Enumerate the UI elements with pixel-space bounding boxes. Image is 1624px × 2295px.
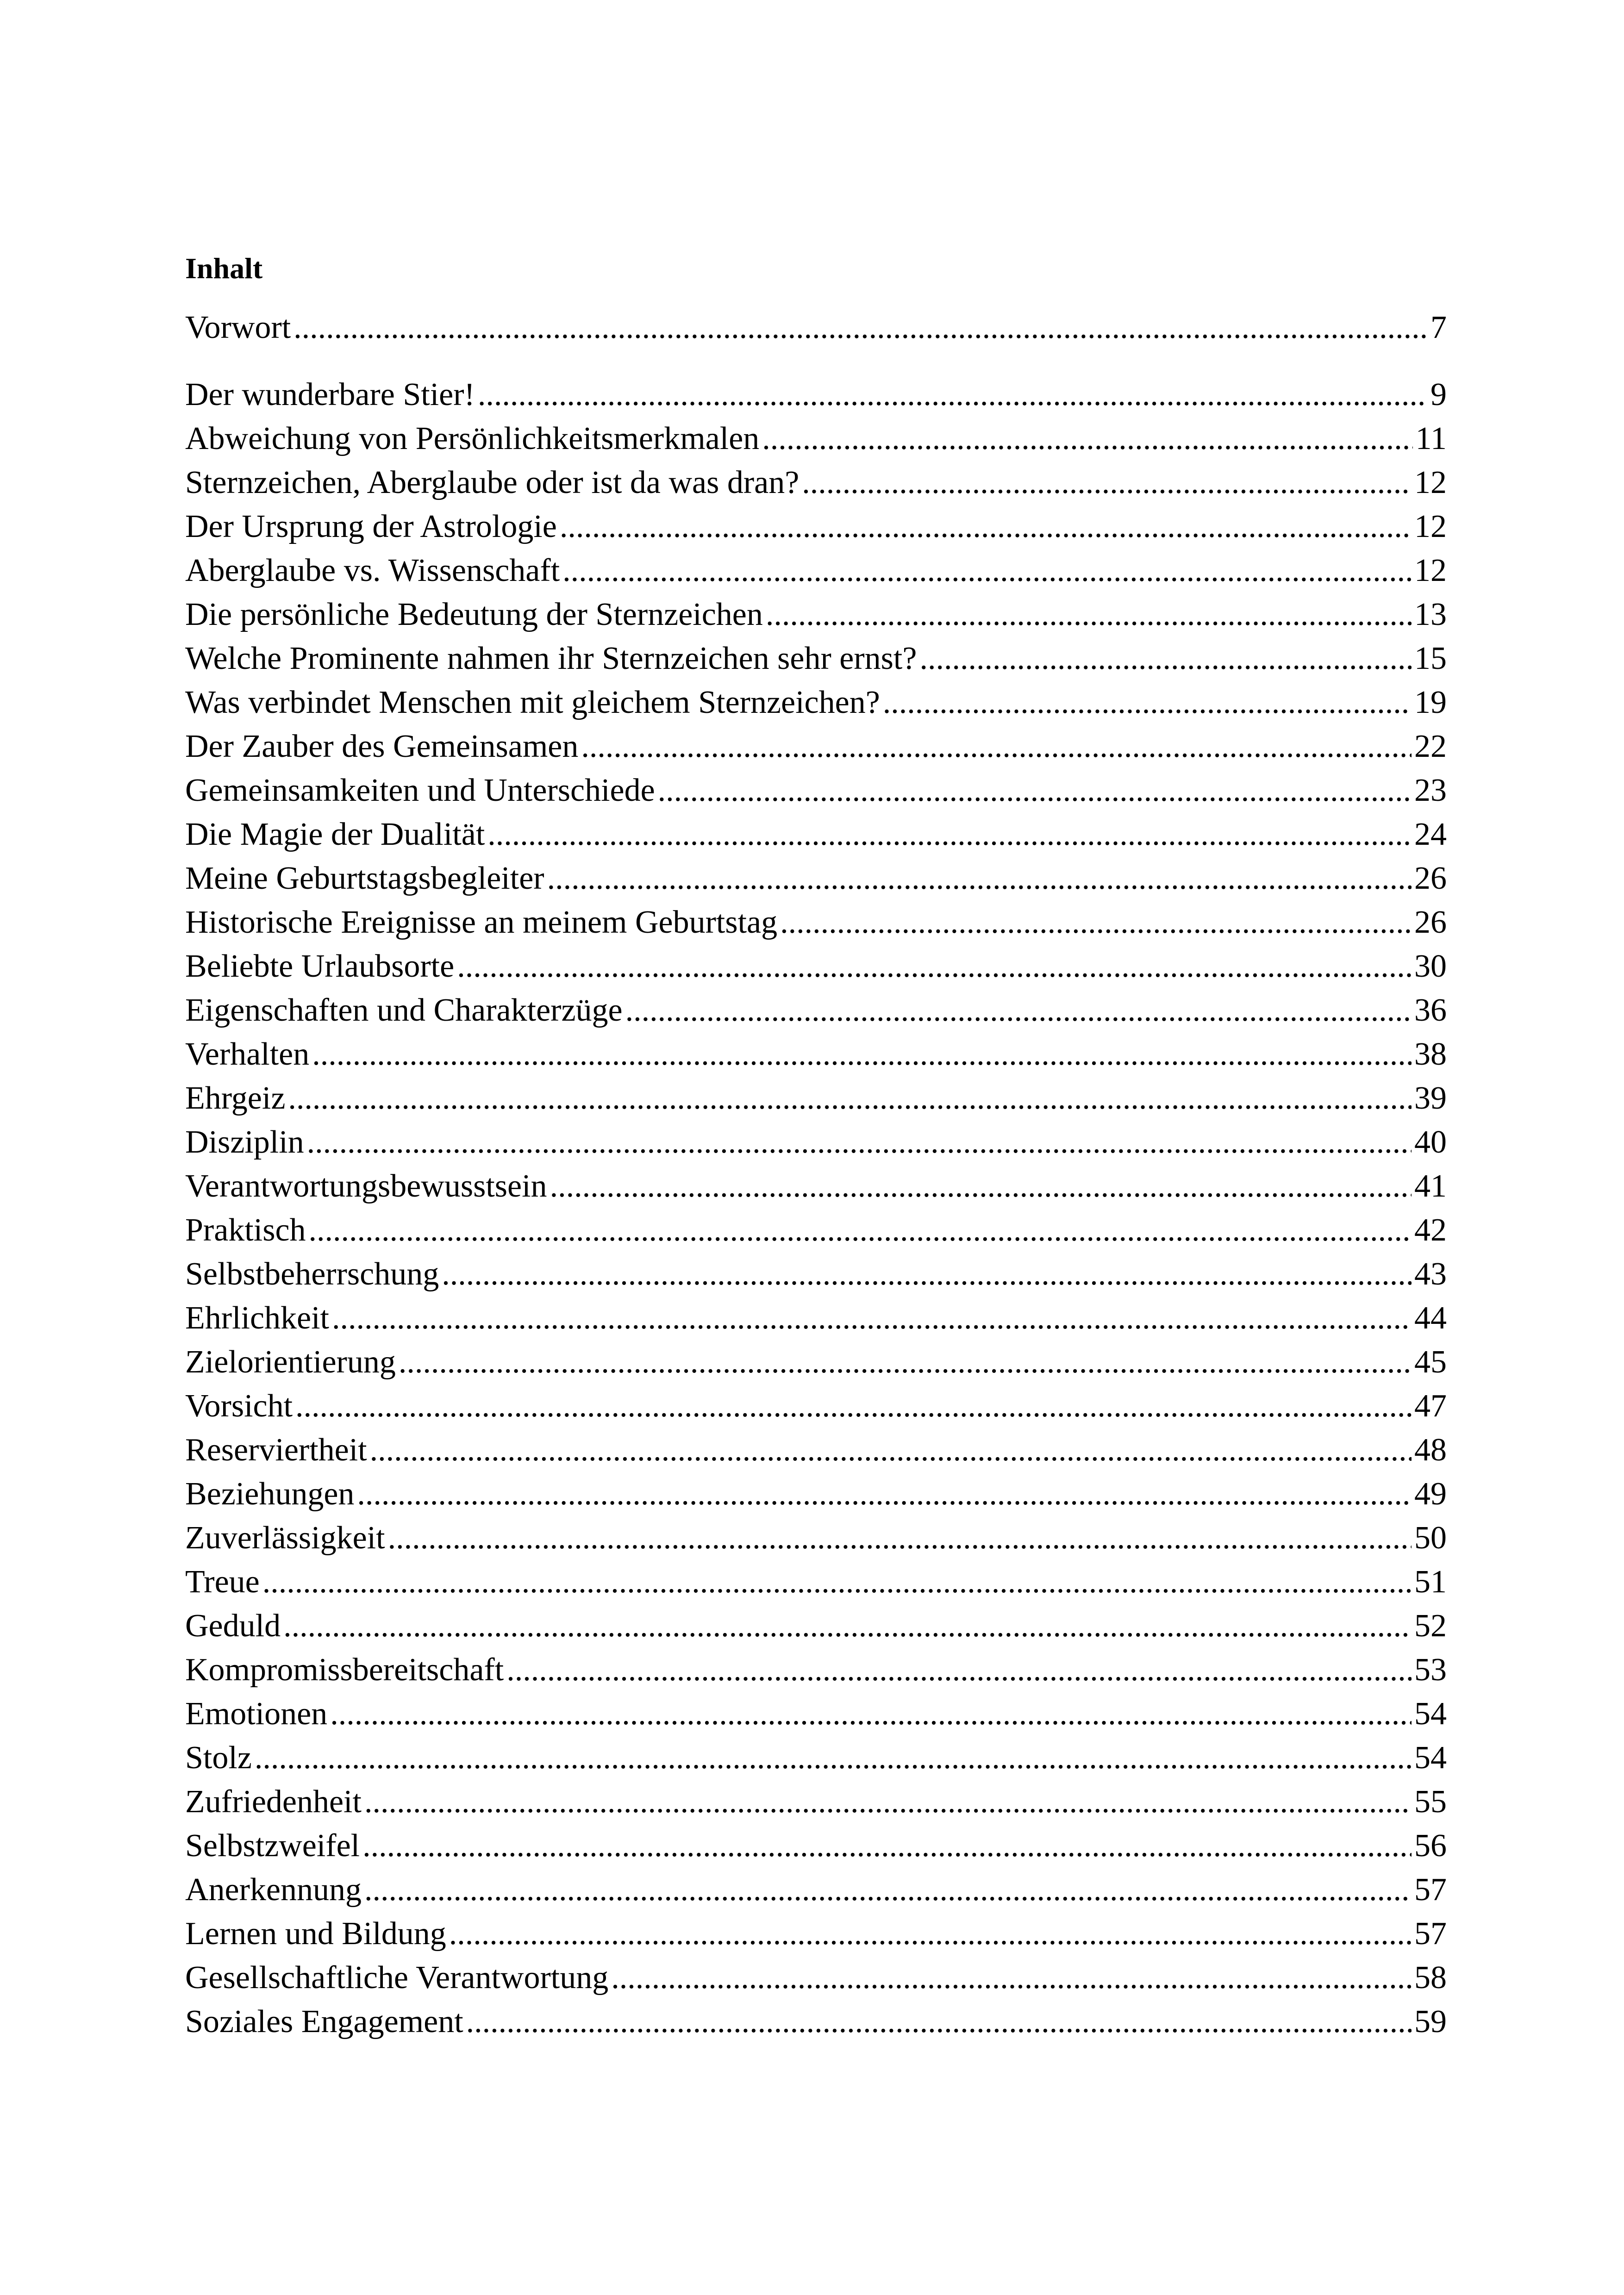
toc-entry[interactable] — [185, 1120, 1447, 1164]
toc-entry[interactable] — [185, 1912, 1447, 1956]
toc-entry-label: Aberglaube vs. Wissenschaft — [185, 553, 560, 588]
toc-entry-page-number: 36 — [1414, 992, 1447, 1028]
toc-entry-page-number: 54 — [1414, 1740, 1447, 1776]
toc-entry[interactable] — [185, 1076, 1447, 1120]
toc-entry-page-number: 57 — [1414, 1872, 1447, 1908]
toc-entry-label: Vorwort — [185, 310, 291, 345]
toc-leader-dots — [294, 306, 1428, 349]
toc-entry[interactable] — [185, 1956, 1447, 2000]
toc-entry-label: Reserviertheit — [185, 1432, 367, 1468]
toc-entry[interactable] — [185, 1692, 1447, 1736]
toc-leader-dots — [506, 1648, 1412, 1692]
toc-entry[interactable] — [185, 1472, 1447, 1516]
toc-entry[interactable] — [185, 461, 1447, 505]
toc-entry[interactable] — [185, 944, 1447, 988]
toc-entry-page-number: 19 — [1414, 685, 1447, 720]
toc-entry-label: Ehrgeiz — [185, 1080, 286, 1116]
toc-entry-page-number: 23 — [1414, 773, 1447, 808]
toc-entry[interactable] — [185, 1604, 1447, 1648]
toc-entry-page-number: 56 — [1414, 1828, 1447, 1864]
toc-entry-page-number: 55 — [1414, 1784, 1447, 1820]
toc-entry[interactable] — [185, 1824, 1447, 1868]
toc-entry-label: Disziplin — [185, 1124, 304, 1160]
toc-leader-dots — [487, 812, 1412, 856]
toc-entry[interactable] — [185, 900, 1447, 944]
toc-leader-dots — [919, 636, 1412, 680]
toc-leader-dots — [780, 900, 1412, 944]
toc-entry-label: Treue — [185, 1564, 260, 1600]
toc-entry-page-number: 30 — [1414, 948, 1447, 984]
toc-leader-dots — [766, 592, 1412, 636]
toc-entry[interactable] — [185, 680, 1447, 724]
toc-entry[interactable] — [185, 856, 1447, 900]
toc-leader-dots — [364, 1780, 1412, 1824]
toc-entry-label: Eigenschaften und Charakterzüge — [185, 992, 623, 1028]
toc-entry-page-number: 54 — [1414, 1696, 1447, 1732]
toc-entry-page-number: 52 — [1414, 1608, 1447, 1644]
toc-leader-dots — [330, 1692, 1412, 1736]
toc-entry-page-number: 53 — [1414, 1652, 1447, 1688]
toc-entry-label: Emotionen — [185, 1696, 328, 1732]
toc-leader-dots — [562, 549, 1412, 592]
toc-entry[interactable] — [185, 373, 1447, 417]
toc-entry[interactable] — [185, 1780, 1447, 1824]
toc-entry-label: Der Zauber des Gemeinsamen — [185, 729, 579, 764]
toc-entry-label: Beliebte Urlaubsorte — [185, 948, 455, 984]
toc-leader-dots — [283, 1604, 1412, 1648]
toc-entry-label: Historische Ereignisse an meinem Geburtstag — [185, 904, 778, 940]
toc-entry-label: Was verbindet Menschen mit gleichem Sternzeichen? — [185, 685, 880, 720]
toc-leader-dots — [362, 1824, 1412, 1868]
toc-entry-label: Geduld — [185, 1608, 281, 1644]
toc-leader-dots — [332, 1296, 1412, 1340]
toc-entry-page-number: 11 — [1415, 421, 1447, 456]
toc-leader-dots — [457, 944, 1412, 988]
toc-entry-label: Kompromissbereitschaft — [185, 1652, 504, 1688]
toc-entry-label: Der Ursprung der Astrologie — [185, 509, 557, 544]
toc-entry-page-number: 26 — [1414, 861, 1447, 896]
toc-entry[interactable] — [185, 592, 1447, 636]
toc-leader-dots — [388, 1516, 1412, 1560]
toc-leader-dots — [466, 2000, 1412, 2044]
toc-entry-label: Vorsicht — [185, 1388, 293, 1424]
toc-entry[interactable] — [185, 1648, 1447, 1692]
toc-entry-page-number: 9 — [1430, 377, 1447, 412]
toc-entry-label: Zielorientierung — [185, 1344, 396, 1380]
toc-leader-dots — [762, 417, 1412, 461]
toc-entry-page-number: 12 — [1414, 465, 1447, 500]
toc-leader-dots — [883, 680, 1412, 724]
toc-entry-page-number: 13 — [1414, 597, 1447, 632]
toc-entry-label: Anerkennung — [185, 1872, 362, 1908]
toc-leader-dots — [625, 988, 1412, 1032]
toc-entry[interactable] — [185, 812, 1447, 856]
toc-entry[interactable] — [185, 636, 1447, 680]
toc-leader-dots — [255, 1736, 1412, 1780]
toc-entry[interactable] — [185, 988, 1447, 1032]
toc-entry-label: Meine Geburtstagsbegleiter — [185, 861, 544, 896]
document-page — [185, 250, 1447, 2044]
page-title: Inhalt — [185, 252, 263, 285]
toc-entry[interactable] — [185, 1032, 1447, 1076]
toc-entry-page-number: 58 — [1414, 1960, 1447, 1996]
toc-entry-page-number: 59 — [1414, 2004, 1447, 2039]
toc-entry-page-number: 41 — [1414, 1168, 1447, 1204]
toc-entry-page-number: 38 — [1414, 1036, 1447, 1072]
toc-leader-dots — [262, 1560, 1412, 1604]
toc-entry-label: Verantwortungsbewusstsein — [185, 1168, 547, 1204]
toc-entry-page-number: 57 — [1414, 1916, 1447, 1952]
toc-entry[interactable] — [185, 1384, 1447, 1428]
toc-leader-dots — [449, 1912, 1412, 1956]
toc-leader-dots — [550, 1164, 1412, 1208]
toc-entry-page-number: 26 — [1414, 904, 1447, 940]
toc-leader-dots — [581, 724, 1412, 768]
toc-entry[interactable] — [185, 1868, 1447, 1912]
toc-entry[interactable] — [185, 724, 1447, 768]
toc-leader-dots — [442, 1252, 1412, 1296]
toc-entry-label: Zuverlässigkeit — [185, 1520, 385, 1556]
toc-entry-label: Gesellschaftliche Verantwortung — [185, 1960, 609, 1996]
toc-entry-label: Soziales Engagement — [185, 2004, 463, 2039]
toc-entry[interactable] — [185, 1560, 1447, 1604]
toc-entry-label: Abweichung von Persönlichkeitsmerkmalen — [185, 421, 760, 456]
toc-leader-dots — [611, 1956, 1412, 2000]
toc-entry-page-number: 47 — [1414, 1388, 1447, 1424]
toc-entry[interactable] — [185, 768, 1447, 812]
toc-entry-label: Beziehungen — [185, 1476, 355, 1512]
toc-entry-label: Lernen und Bildung — [185, 1916, 446, 1952]
toc-entry[interactable] — [185, 1428, 1447, 1472]
toc-entry-page-number: 50 — [1414, 1520, 1447, 1556]
toc-leader-dots — [560, 505, 1412, 549]
toc-leader-dots — [307, 1120, 1412, 1164]
toc-entry-label: Praktisch — [185, 1212, 306, 1248]
toc-entry-label: Die persönliche Bedeutung der Sternzeichen — [185, 597, 763, 632]
toc-entry-page-number: 40 — [1414, 1124, 1447, 1160]
toc-leader-dots — [309, 1208, 1412, 1252]
toc-entry-label: Verhalten — [185, 1036, 310, 1072]
toc-leader-dots — [399, 1340, 1412, 1384]
toc-entry-page-number: 42 — [1414, 1212, 1447, 1248]
toc-entry-page-number: 43 — [1414, 1256, 1447, 1292]
toc-entry[interactable] — [185, 2000, 1447, 2044]
toc-entry-label: Stolz — [185, 1740, 252, 1776]
toc-entry-page-number: 45 — [1414, 1344, 1447, 1380]
toc-entry[interactable] — [185, 306, 1447, 349]
toc-entry-page-number: 24 — [1414, 817, 1447, 852]
toc-leader-dots — [370, 1428, 1412, 1472]
toc-entry-label: Sternzeichen, Aberglaube oder ist da was dran? — [185, 465, 800, 500]
toc-leader-dots — [802, 461, 1412, 505]
toc-entry[interactable] — [185, 1296, 1447, 1340]
toc-leader-dots — [295, 1384, 1412, 1428]
toc-entry[interactable] — [185, 1516, 1447, 1560]
toc-leader-dots — [288, 1076, 1412, 1120]
toc-entry-page-number: 15 — [1414, 641, 1447, 676]
toc-entry-page-number: 22 — [1414, 729, 1447, 764]
toc-leader-dots — [658, 768, 1412, 812]
toc-entry[interactable] — [185, 505, 1447, 549]
toc-entry-label: Welche Prominente nahmen ihr Sternzeichen sehr ernst? — [185, 641, 917, 676]
toc-leader-dots — [364, 1868, 1412, 1912]
toc-entry[interactable] — [185, 1164, 1447, 1208]
toc-entry-label: Gemeinsamkeiten und Unterschiede — [185, 773, 655, 808]
toc-entry-label: Der wunderbare Stier! — [185, 377, 475, 412]
toc-leader-dots — [357, 1472, 1412, 1516]
toc-leader-dots — [312, 1032, 1412, 1076]
toc-entry-page-number: 44 — [1414, 1300, 1447, 1336]
toc-entry[interactable] — [185, 1252, 1447, 1296]
toc-entry-label: Die Magie der Dualität — [185, 817, 485, 852]
toc-entry[interactable] — [185, 549, 1447, 592]
toc-entry-label: Ehrlichkeit — [185, 1300, 330, 1336]
toc-entry-page-number: 7 — [1430, 310, 1447, 345]
toc-entry-label: Zufriedenheit — [185, 1784, 362, 1820]
toc-entry-page-number: 48 — [1414, 1432, 1447, 1468]
toc-entry-page-number: 39 — [1414, 1080, 1447, 1116]
toc-entry-page-number: 51 — [1414, 1564, 1447, 1600]
toc-entry[interactable] — [185, 1340, 1447, 1384]
toc-leader-dots — [478, 373, 1428, 417]
toc-entry-label: Selbstzweifel — [185, 1828, 360, 1864]
toc-entry-page-number: 12 — [1414, 553, 1447, 588]
table-of-contents — [185, 306, 1447, 2044]
toc-entry[interactable] — [185, 1736, 1447, 1780]
toc-entry-page-number: 49 — [1414, 1476, 1447, 1512]
toc-entry[interactable] — [185, 417, 1447, 461]
toc-entry[interactable] — [185, 1208, 1447, 1252]
toc-leader-dots — [547, 856, 1412, 900]
toc-entry-label: Selbstbeherrschung — [185, 1256, 439, 1292]
toc-entry-page-number: 12 — [1414, 509, 1447, 544]
